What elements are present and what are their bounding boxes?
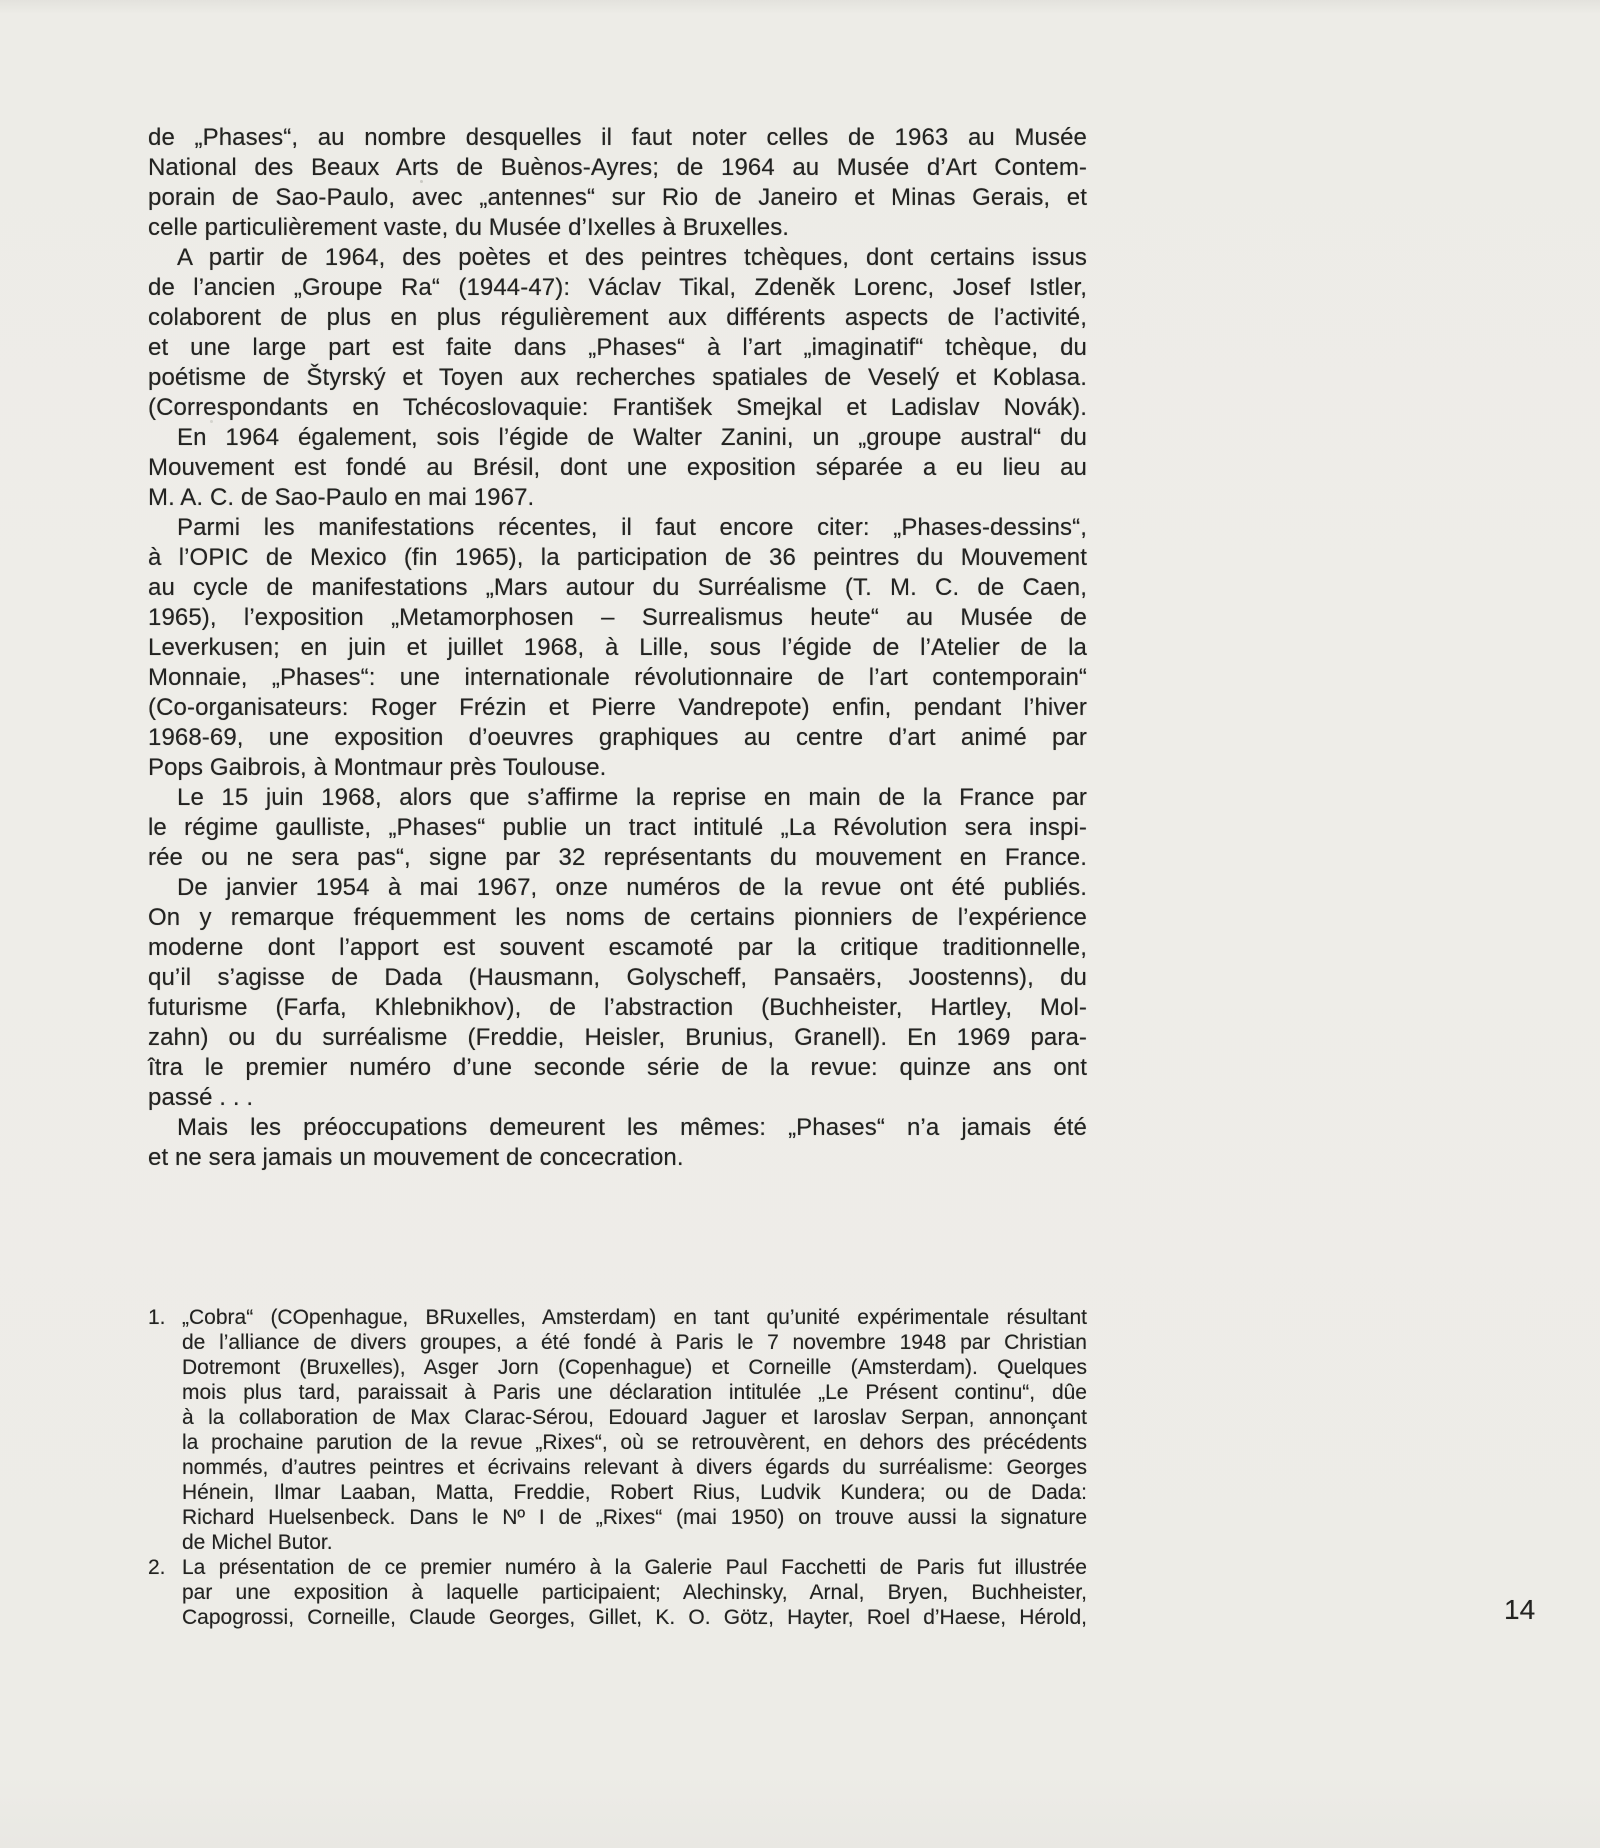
text-line: Dotremont (Bruxelles), Asger Jorn (Copenhague) et Corneille (Amsterdam). Quelques — [182, 1356, 1087, 1379]
footnote — [148, 1555, 1087, 1630]
text-line: moderne dont l’apport est souvent escamoté par la critique traditionnelle, — [148, 934, 1087, 961]
text-line: Mais les préoccupations demeurent les mêmes: „Phases“ n’a jamais été — [177, 1114, 1087, 1141]
text-line: On y remarque fréquemment les noms de certains pionniers de l’expérience — [148, 904, 1087, 931]
text-line: 1965), l’exposition „Metamorphosen – Surrealismus heute“ au Musée de — [148, 604, 1087, 631]
text-line: De janvier 1954 à mai 1967, onze numéros de la revue ont été publiés. — [177, 874, 1087, 901]
text-line: à l’OPIC de Mexico (fin 1965), la participation de 36 peintres du Mouvement — [148, 544, 1087, 571]
text-line: futurisme (Farfa, Khlebnikhov), de l’abstraction (Buchheister, Hartley, Mol- — [148, 994, 1087, 1021]
text-line: A partir de 1964, des poètes et des peintres tchèques, dont certains issus — [177, 244, 1087, 271]
text-line: En 1964 également, sois l’égide de Walter Zanini, un „groupe austral“ du — [177, 424, 1087, 451]
text-line: National des Beaux Arts de Buènos-Ayres; de 1964 au Musée d’Art Contem- — [148, 154, 1087, 181]
footnote-number: 2. — [148, 1556, 166, 1579]
paragraph — [148, 873, 1087, 1113]
text-line: (Correspondants en Tchécoslovaquie: František Smejkal et Ladislav Novák). — [148, 394, 1087, 421]
text-line: au cycle de manifestations „Mars autour du Surréalisme (T. M. C. de Caen, — [148, 574, 1087, 601]
text-line: zahn) ou du surréalisme (Freddie, Heisler, Brunius, Granell). En 1969 para- — [148, 1024, 1087, 1051]
text-line: Mouvement est fondé au Brésil, dont une exposition séparée a eu lieu au — [148, 454, 1087, 481]
text-line: „Cobra“ (COpenhague, BRuxelles, Amsterdam) en tant qu’unité expérimentale résultant — [182, 1306, 1087, 1329]
text-line: poétisme de Štyrský et Toyen aux recherches spatiales de Veselý et Koblasa. — [148, 364, 1087, 391]
text-line: Le 15 juin 1968, alors que s’affirme la reprise en main de la France par — [177, 784, 1087, 811]
text-line: celle particulièrement vaste, du Musée d’Ixelles à Bruxelles. — [148, 214, 790, 241]
text-line: par une exposition à laquelle participaient; Alechinsky, Arnal, Bryen, Buchheister, — [182, 1581, 1087, 1604]
text-line: Parmi les manifestations récentes, il faut encore citer: „Phases-dessins“, — [177, 514, 1087, 541]
paragraph — [148, 243, 1087, 423]
text-line: de „Phases“, au nombre desquelles il faut noter celles de 1963 au Musée — [148, 124, 1087, 151]
text-line: de l’ancien „Groupe Ra“ (1944-47): Václav Tikal, Zdeněk Lorenc, Josef Istler, — [148, 274, 1087, 301]
text-line: et ne sera jamais un mouvement de concecration. — [148, 1144, 684, 1171]
paragraph — [148, 123, 1087, 243]
paragraph — [148, 1113, 1087, 1173]
text-line: M. A. C. de Sao-Paulo en mai 1967. — [148, 484, 535, 511]
text-line: à la collaboration de Max Clarac-Sérou, Edouard Jaguer et Iaroslav Serpan, annonçant — [182, 1406, 1087, 1429]
text-line: colaborent de plus en plus régulièrement aux différents aspects de l’activité, — [148, 304, 1087, 331]
paragraph — [148, 423, 1087, 513]
text-line: La présentation de ce premier numéro à la Galerie Paul Facchetti de Paris fut illustrée — [182, 1556, 1087, 1579]
footnotes-block — [148, 1305, 1087, 1630]
text-line: le régime gaulliste, „Phases“ publie un tract intitulé „La Révolution sera inspi- — [148, 814, 1087, 841]
text-line: et une large part est faite dans „Phases“ à l’art „imaginatif“ tchèque, du — [148, 334, 1087, 361]
text-line: passé . . . — [148, 1084, 254, 1111]
paragraph — [148, 783, 1087, 873]
text-line: de Michel Butor. — [182, 1531, 333, 1554]
text-line: 1968-69, une exposition d’oeuvres graphiques au centre d’art animé par — [148, 724, 1087, 751]
page-number: 14 — [1504, 1594, 1536, 1625]
text-line: mois plus tard, paraissait à Paris une déclaration intitulée „Le Présent continu“, dûe — [182, 1381, 1087, 1404]
text-line: porain de Sao-Paulo, avec „antennes“ sur Rio de Janeiro et Minas Gerais, et — [148, 184, 1087, 211]
body-text-column — [148, 123, 1087, 1173]
text-line: Leverkusen; en juin et juillet 1968, à Lille, sous l’égide de l’Atelier de la — [148, 634, 1087, 661]
text-line: Capogrossi, Corneille, Claude Georges, Gillet, K. O. Götz, Hayter, Roel d’Haese, Hérold, — [182, 1606, 1087, 1629]
text-line: Pops Gaibrois, à Montmaur près Toulouse. — [148, 754, 607, 781]
text-line: de l’alliance de divers groupes, a été fondé à Paris le 7 novembre 1948 par Christian — [182, 1331, 1087, 1354]
footnote — [148, 1305, 1087, 1555]
text-line: (Co-organisateurs: Roger Frézin et Pierre Vandrepote) enfin, pendant l’hiver — [148, 694, 1087, 721]
text-line: Hénein, Ilmar Laaban, Matta, Freddie, Robert Rius, Ludvik Kundera; ou de Dada: — [182, 1481, 1087, 1504]
paragraph — [148, 513, 1087, 783]
text-line: Monnaie, „Phases“: une internationale révolutionnaire de l’art contemporain“ — [148, 664, 1087, 691]
text-line: rée ou ne sera pas“, signe par 32 représentants du mouvement en France. — [148, 844, 1087, 871]
text-line: nommés, d’autres peintres et écrivains relevant à divers égards du surréalisme: Georges — [182, 1456, 1087, 1479]
text-line: la prochaine parution de la revue „Rixes“, où se retrouvèrent, en dehors des précédents — [182, 1431, 1087, 1454]
text-line: îtra le premier numéro d’une seconde série de la revue: quinze ans ont — [148, 1054, 1087, 1081]
text-line: Richard Huelsenbeck. Dans le Nº I de „Rixes“ (mai 1950) on trouve aussi la signature — [182, 1506, 1087, 1529]
footnote-number: 1. — [148, 1306, 166, 1329]
text-line: qu’il s’agisse de Dada (Hausmann, Golyscheff, Pansaërs, Joostenns), du — [148, 964, 1087, 991]
